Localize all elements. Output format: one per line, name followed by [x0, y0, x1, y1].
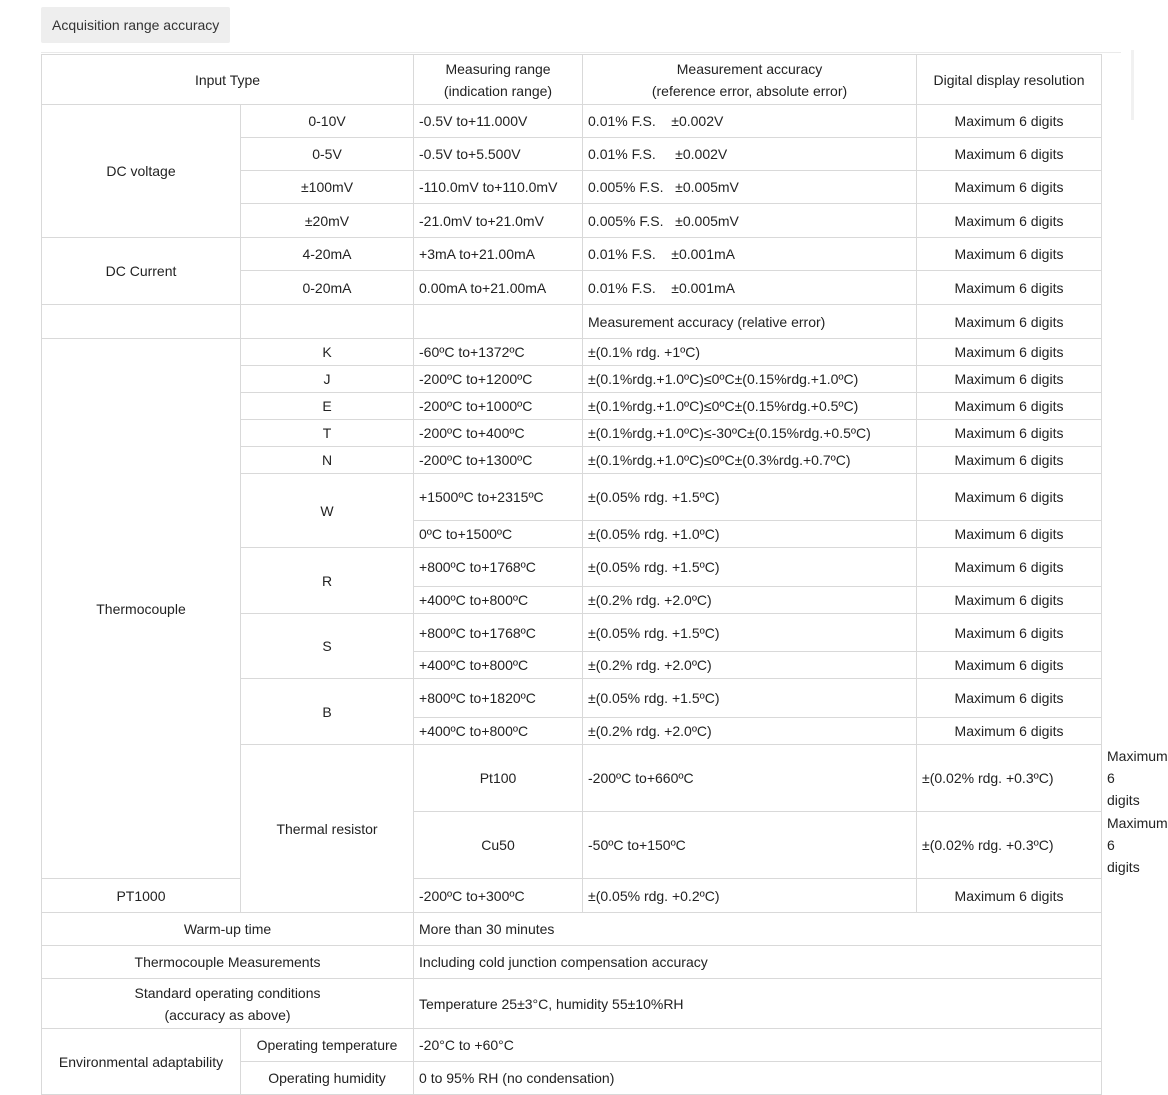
table-row [42, 979, 1102, 1029]
table-header-row [42, 55, 1102, 105]
cell-accuracy: ±(0.1%rdg.+1.0ºC)≤0ºC±(0.15%rdg.+1.0ºC) [583, 366, 917, 393]
cell-accuracy: ±(0.05% rdg. +1.5ºC) [583, 548, 917, 587]
cell-type: Pt100 [414, 745, 583, 812]
cell-range: -200ºC to+1200ºC [414, 366, 583, 393]
cell-range: -200ºC to+1000ºC [414, 393, 583, 420]
cell-type: E [241, 393, 414, 420]
cell-range: +800ºC to+1820ºC [414, 679, 583, 718]
cell-accuracy: 0.005% F.S. ±0.005mV [583, 204, 917, 238]
cell-type: ±100mV [241, 171, 414, 204]
cell-range: -200ºC to+300ºC [414, 879, 583, 913]
empty-cell [42, 305, 241, 339]
cell-type: T [241, 420, 414, 447]
label-warmup-time: Warm-up time [42, 913, 414, 946]
cell-resolution: Maximum 6 digits [917, 879, 1102, 913]
table-row [42, 1029, 1102, 1062]
group-dc-voltage: DC voltage [42, 105, 241, 238]
cell-resolution: Maximum 6 digits [917, 204, 1102, 238]
cell-resolution: Maximum 6 digits [917, 271, 1102, 305]
table-row [42, 946, 1102, 979]
tab-divider [41, 52, 1121, 53]
spec-table [41, 54, 1168, 1095]
cell-range: +400ºC to+800ºC [414, 587, 583, 614]
cell-resolution: Maximum 6 digits [917, 652, 1102, 679]
cell-range: +400ºC to+800ºC [414, 718, 583, 745]
cell-accuracy: ±(0.1%rdg.+1.0ºC)≤0ºC±(0.15%rdg.+0.5ºC) [583, 393, 917, 420]
table-row [42, 238, 1102, 271]
cell-type: N [241, 447, 414, 474]
label-operating-temperature: Operating temperature [241, 1029, 414, 1062]
group-thermocouple: Thermocouple [42, 339, 241, 879]
cell-accuracy: ±(0.2% rdg. +2.0ºC) [583, 587, 917, 614]
label-standard-conditions: Standard operating conditions (accuracy as above) [42, 979, 414, 1029]
table-row: Thermal resistor Pt100 -200ºC to+660ºC ±(0.02% rdg. +0.3ºC) Maximum 6 digits [42, 745, 1102, 812]
cell-type: 0-10V [241, 105, 414, 138]
cell-resolution: Maximum 6 digits [917, 171, 1102, 204]
cell-type: S [241, 614, 414, 679]
cell-resolution: Maximum 6 digits [917, 366, 1102, 393]
cell-range: -0.5V to+5.500V [414, 138, 583, 171]
cell-type: B [241, 679, 414, 745]
cell-resolution: Maximum 6 digits [917, 238, 1102, 271]
cell-accuracy: ±(0.05% rdg. +1.5ºC) [583, 614, 917, 652]
cell-accuracy: 0.005% F.S. ±0.005mV [583, 171, 917, 204]
cell-resolution: Maximum 6 digits [917, 548, 1102, 587]
cell-type: 0-5V [241, 138, 414, 171]
cell-range: 0.00mA to+21.00mA [414, 271, 583, 305]
value-thermocouple-measurements: Including cold junction compensation accuracy [414, 946, 1102, 979]
cell-range: -50ºC to+150ºC [583, 812, 917, 879]
empty-cell [414, 305, 583, 339]
cell-range: +800ºC to+1768ºC [414, 548, 583, 587]
cell-type: R [241, 548, 414, 614]
cell-type: PT1000 [42, 879, 241, 913]
cell-accuracy: ±(0.1%rdg.+1.0ºC)≤-30ºC±(0.15%rdg.+0.5ºC) [583, 420, 917, 447]
cell-range: -110.0mV to+110.0mV [414, 171, 583, 204]
value-operating-humidity: 0 to 95% RH (no condensation) [414, 1062, 1102, 1095]
cell-accuracy: ±(0.05% rdg. +1.0ºC) [583, 521, 917, 548]
cell-resolution: Maximum 6 digits [917, 420, 1102, 447]
empty-cell [241, 305, 414, 339]
cell-type: W [241, 474, 414, 548]
cell-resolution: Maximum 6 digits [917, 393, 1102, 420]
cell-range: -200ºC to+1300ºC [414, 447, 583, 474]
tab-acquisition-range-accuracy[interactable] [41, 7, 230, 43]
cell-resolution: Maximum 6 digits [917, 447, 1102, 474]
cell-range: +400ºC to+800ºC [414, 652, 583, 679]
table-row [42, 339, 1102, 366]
cell-range: -200ºC to+660ºC [583, 745, 917, 812]
cell-accuracy: 0.01% F.S. ±0.001mA [583, 271, 917, 305]
relative-error-header-row [42, 305, 1102, 339]
cell-range: -60ºC to+1372ºC [414, 339, 583, 366]
cell-type: K [241, 339, 414, 366]
cell-resolution: Maximum 6 digits [917, 105, 1102, 138]
cell-range: +800ºC to+1768ºC [414, 614, 583, 652]
cell-accuracy: ±(0.05% rdg. +0.2ºC) [583, 879, 917, 913]
cell-accuracy: ±(0.05% rdg. +1.5ºC) [583, 679, 917, 718]
group-dc-current: DC Current [42, 238, 241, 305]
table-row: Cu50 -50ºC to+150ºC ±(0.02% rdg. +0.3ºC) Maximum 6 digits [42, 812, 1102, 879]
cell-accuracy: ±(0.05% rdg. +1.5ºC) [583, 474, 917, 521]
cell-type: 4-20mA [241, 238, 414, 271]
cell-type: J [241, 366, 414, 393]
cell-range: +1500ºC to+2315ºC [414, 474, 583, 521]
table-row [42, 879, 1102, 913]
cell-resolution: Maximum 6 digits [917, 718, 1102, 745]
value-standard-conditions: Temperature 25±3°C, humidity 55±10%RH [414, 979, 1102, 1029]
cell-accuracy: ±(0.2% rdg. +2.0ºC) [583, 652, 917, 679]
value-warmup-time: More than 30 minutes [414, 913, 1102, 946]
group-thermal-resistor: Thermal resistor [241, 745, 414, 913]
cell-accuracy: ±(0.1% rdg. +1ºC) [583, 339, 917, 366]
value-operating-temperature: -20°C to +60°C [414, 1029, 1102, 1062]
cell-resolution: Maximum 6 digits [917, 305, 1102, 339]
cell-range: +3mA to+21.00mA [414, 238, 583, 271]
table-row [42, 913, 1102, 946]
header-measuring-range: Measuring range (indication range) [414, 55, 583, 105]
cell-resolution: Maximum 6 digits [917, 679, 1102, 718]
cell-accuracy: ±(0.02% rdg. +0.3ºC) [917, 745, 1102, 812]
cell-accuracy: ±(0.1%rdg.+1.0ºC)≤0ºC±(0.3%rdg.+0.7ºC) [583, 447, 917, 474]
header-measurement-accuracy: Measurement accuracy (reference error, absolute error) [583, 55, 917, 105]
cell-resolution: Maximum 6 digits [917, 474, 1102, 521]
tab-label: Acquisition range accuracy [52, 17, 220, 33]
cell-range: 0ºC to+1500ºC [414, 521, 583, 548]
label-thermocouple-measurements: Thermocouple Measurements [42, 946, 414, 979]
cell-range: -21.0mV to+21.0mV [414, 204, 583, 238]
cell-accuracy: ±(0.02% rdg. +0.3ºC) [917, 812, 1102, 879]
cell-accuracy: 0.01% F.S. ±0.002V [583, 105, 917, 138]
header-input-type: Input Type [42, 55, 414, 105]
table-row [42, 105, 1102, 138]
scrollbar-edge [1131, 50, 1134, 120]
cell-range: -200ºC to+400ºC [414, 420, 583, 447]
header-relative-accuracy: Measurement accuracy (relative error) [583, 305, 917, 339]
cell-resolution: Maximum 6 digits [917, 138, 1102, 171]
label-operating-humidity: Operating humidity [241, 1062, 414, 1095]
cell-type: Cu50 [414, 812, 583, 879]
header-display-resolution: Digital display resolution [917, 55, 1102, 105]
cell-accuracy: ±(0.2% rdg. +2.0ºC) [583, 718, 917, 745]
cell-accuracy: 0.01% F.S. ±0.002V [583, 138, 917, 171]
cell-resolution: Maximum 6 digits [917, 521, 1102, 548]
cell-resolution: Maximum 6 digits [917, 339, 1102, 366]
cell-resolution: Maximum 6 digits [917, 614, 1102, 652]
cell-accuracy: 0.01% F.S. ±0.001mA [583, 238, 917, 271]
cell-type: ±20mV [241, 204, 414, 238]
cell-type: 0-20mA [241, 271, 414, 305]
cell-resolution: Maximum 6 digits [917, 587, 1102, 614]
cell-range: -0.5V to+11.000V [414, 105, 583, 138]
label-environmental-adaptability: Environmental adaptability [42, 1029, 241, 1095]
